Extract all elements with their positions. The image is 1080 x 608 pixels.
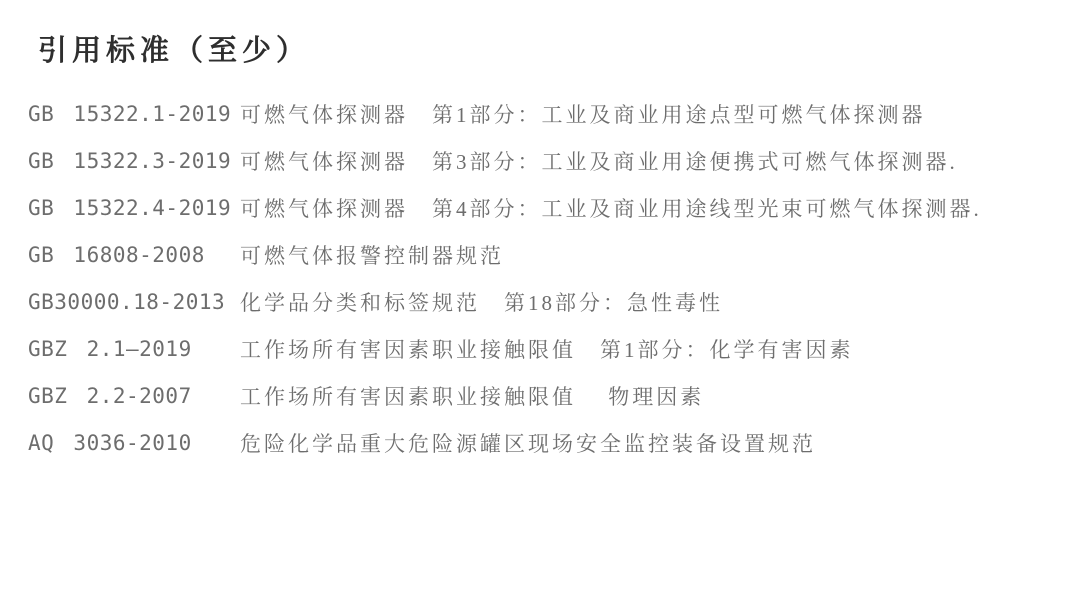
standard-row <box>28 278 1060 325</box>
standard-code: AQ 3036-2010 <box>28 430 192 455</box>
standard-row <box>28 184 1060 231</box>
standard-code: GB 15322.1-2019 <box>28 101 232 126</box>
standard-description: 工作场所有害因素职业接触限值 第1部分：化学有害因素 <box>240 337 854 362</box>
standard-description: 可燃气体探测器 第4部分：工业及商业用途线型光束可燃气体探测器. <box>240 196 982 221</box>
standard-code: GBZ 2.1—2019 <box>28 336 192 361</box>
standard-code: GB 16808-2008 <box>28 242 205 267</box>
standard-row <box>28 419 1060 466</box>
standard-row <box>28 231 1060 278</box>
standard-description: 危险化学品重大危险源罐区现场安全监控装备设置规范 <box>240 431 816 456</box>
standard-row <box>28 325 1060 372</box>
standard-row <box>28 90 1060 137</box>
page-title: 引用标准（至少） <box>38 35 311 67</box>
standard-code: GBZ 2.2-2007 <box>28 383 192 408</box>
standard-row <box>28 137 1060 184</box>
standard-code: GB30000.18-2013 <box>28 289 226 314</box>
standard-description: 化学品分类和标签规范 第18部分：急性毒性 <box>240 290 723 315</box>
standard-code: GB 15322.3-2019 <box>28 148 232 173</box>
standard-description: 可燃气体探测器 第1部分：工业及商业用途点型可燃气体探测器 <box>240 102 926 127</box>
standard-row <box>28 372 1060 419</box>
standard-description: 工作场所有害因素职业接触限值 物理因素 <box>240 384 705 409</box>
standard-description: 可燃气体探测器 第3部分：工业及商业用途便携式可燃气体探测器. <box>240 149 958 174</box>
standard-code: GB 15322.4-2019 <box>28 195 232 220</box>
standard-description: 可燃气体报警控制器规范 <box>240 243 504 268</box>
standards-list <box>28 90 1060 466</box>
